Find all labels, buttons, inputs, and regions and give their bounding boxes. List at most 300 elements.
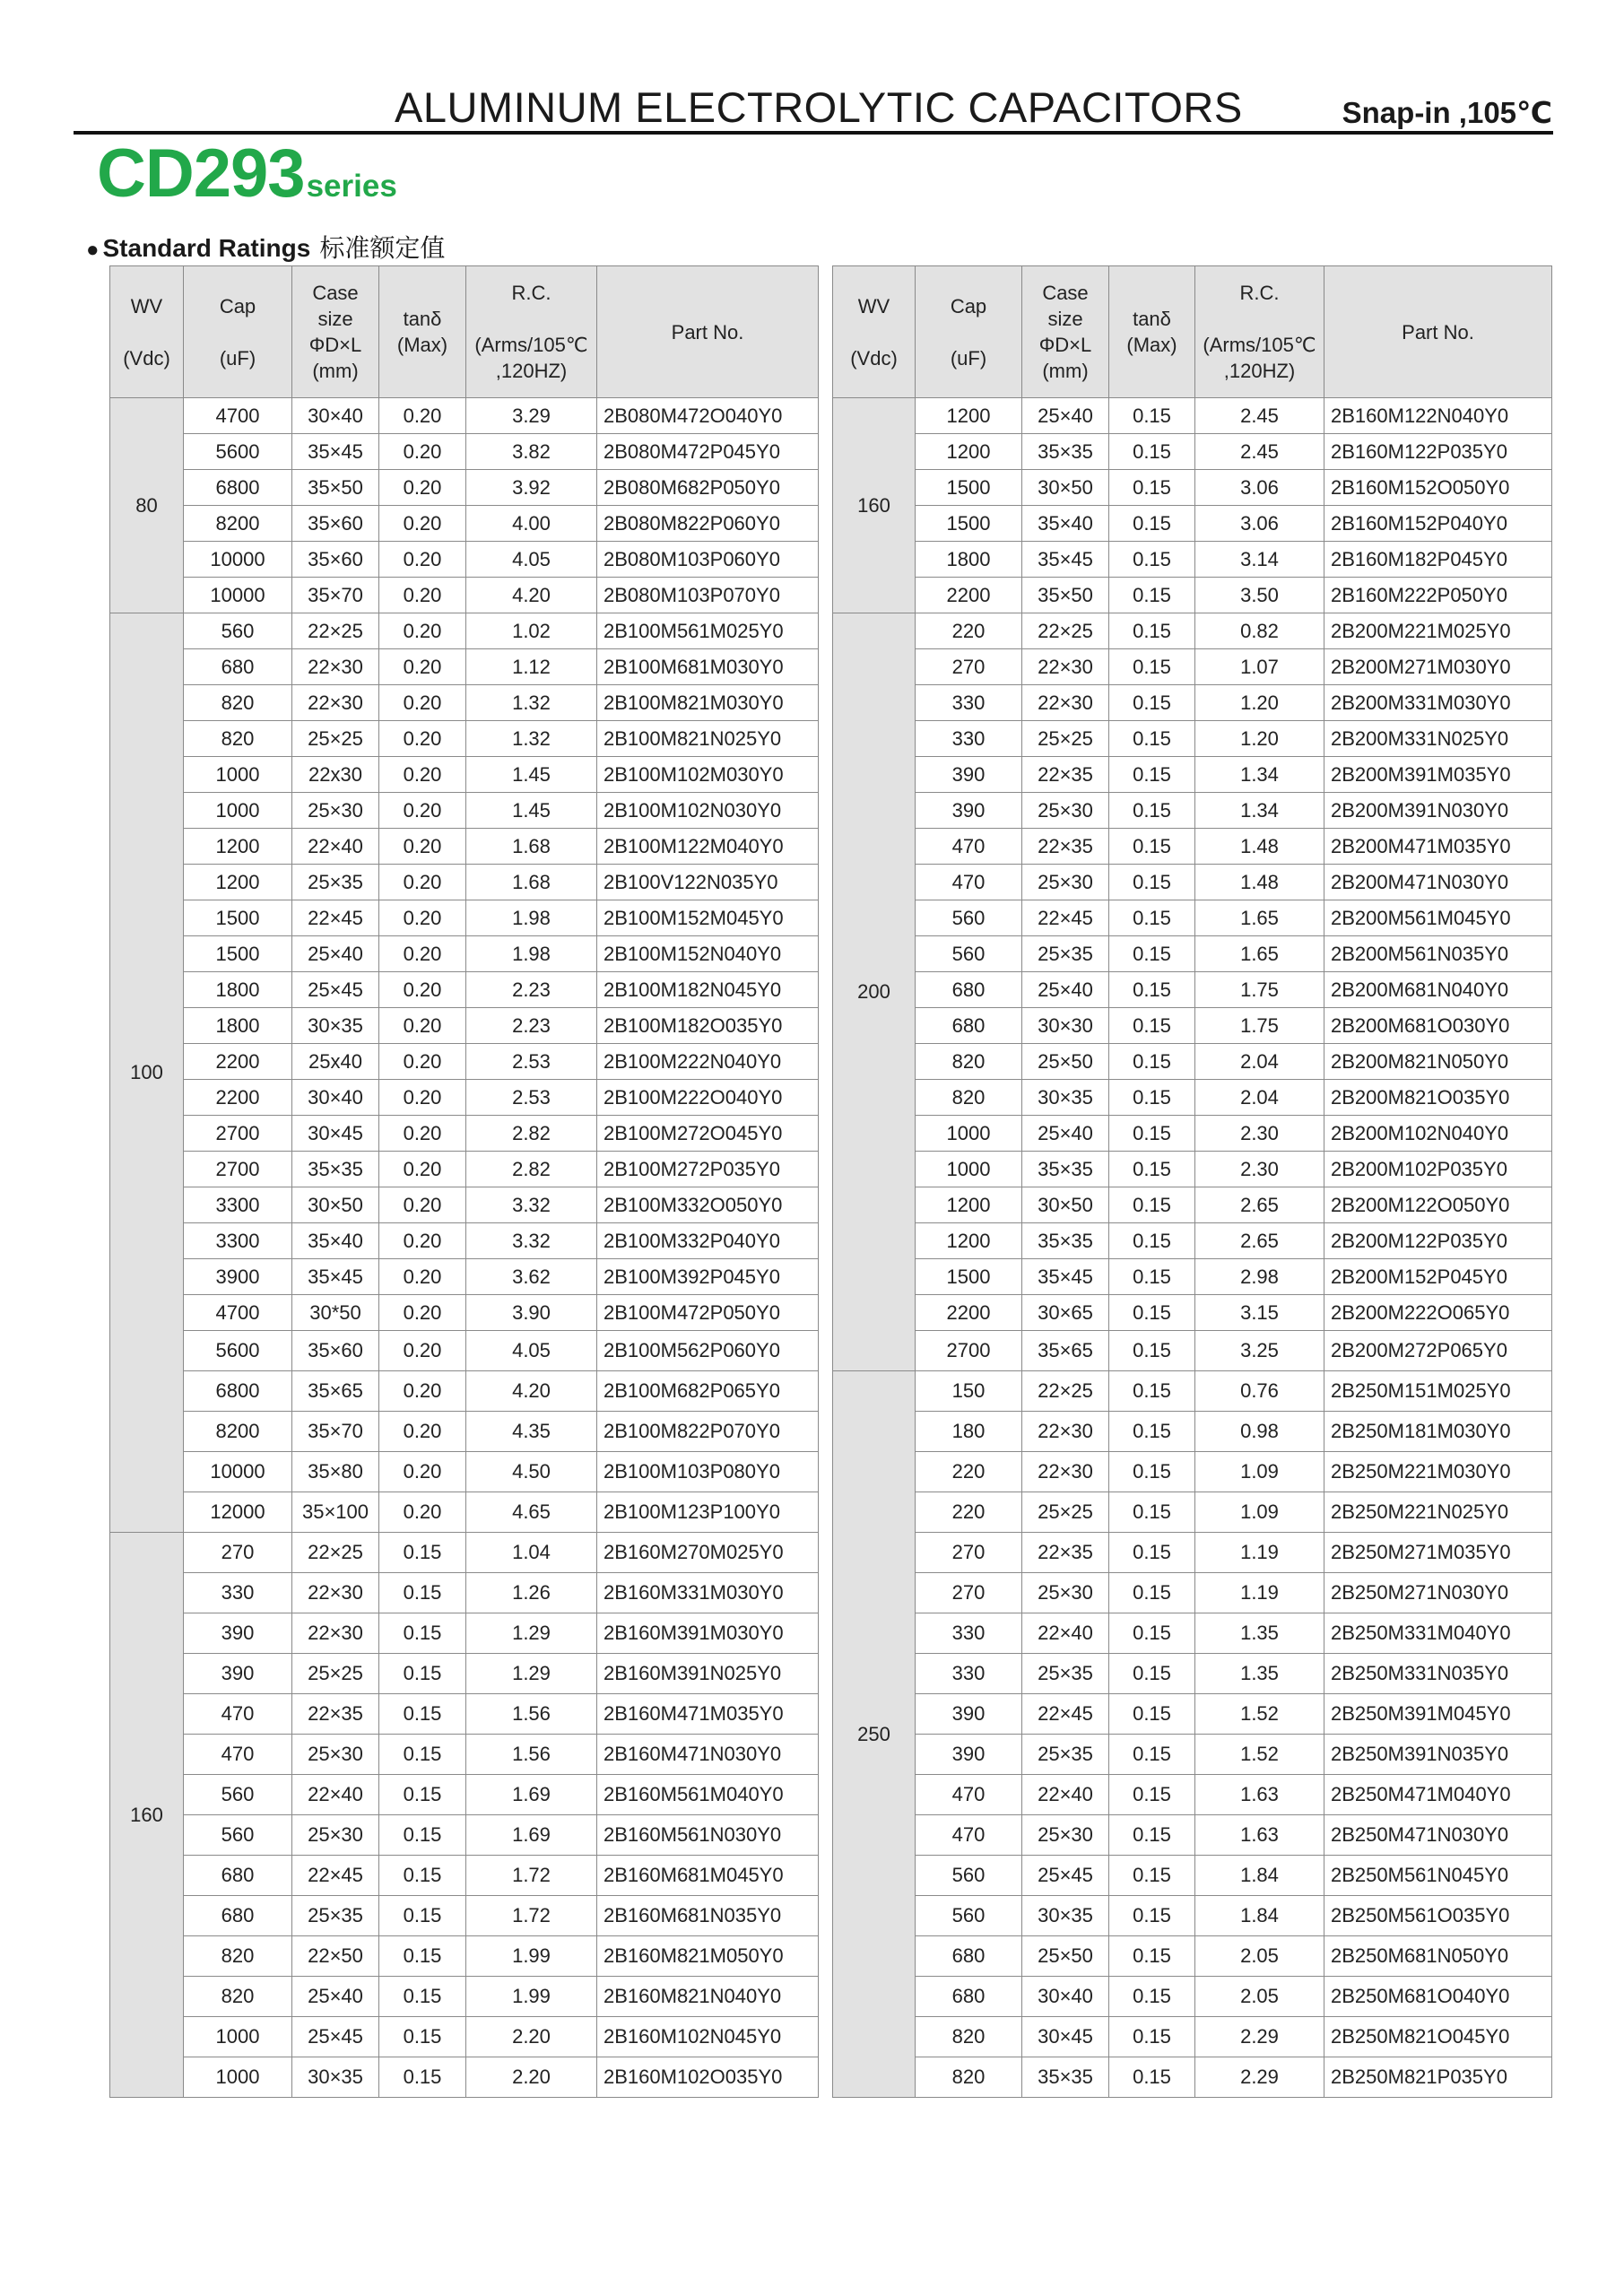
case-size-cell: 25×40 xyxy=(292,936,379,972)
ripple-current-cell: 2.29 xyxy=(1195,2057,1324,2098)
table-row xyxy=(833,1694,1552,1735)
ripple-current-cell: 1.20 xyxy=(1195,685,1324,721)
part-number-cell: 2B200M821N050Y0 xyxy=(1324,1044,1552,1080)
case-size-cell: 22×25 xyxy=(1022,1371,1109,1412)
part-number-cell: 2B160M471M035Y0 xyxy=(597,1694,819,1735)
table-row xyxy=(833,1492,1552,1533)
table-row xyxy=(110,1080,819,1116)
part-number-cell: 2B160M122P035Y0 xyxy=(1324,434,1552,470)
ripple-current-cell: 1.19 xyxy=(1195,1533,1324,1573)
ripple-current-cell: 2.82 xyxy=(466,1116,597,1152)
cap-cell: 680 xyxy=(916,1936,1022,1977)
table-row xyxy=(833,1187,1552,1223)
cap-cell: 1000 xyxy=(184,2017,292,2057)
table-row xyxy=(110,398,819,434)
case-size-cell: 25×30 xyxy=(1022,865,1109,900)
case-size-cell: 35×45 xyxy=(292,1259,379,1295)
ripple-current-cell: 2.53 xyxy=(466,1044,597,1080)
tan-delta-cell: 0.15 xyxy=(379,1533,466,1573)
table-row xyxy=(833,1735,1552,1775)
ripple-current-cell: 1.69 xyxy=(466,1775,597,1815)
part-number-cell: 2B100M152N040Y0 xyxy=(597,936,819,972)
ripple-current-cell: 2.53 xyxy=(466,1080,597,1116)
wv-cell: 160 xyxy=(833,398,916,613)
cap-cell: 680 xyxy=(916,1008,1022,1044)
part-number-cell: 2B080M472P045Y0 xyxy=(597,434,819,470)
cap-cell: 330 xyxy=(916,721,1022,757)
ripple-current-cell: 3.50 xyxy=(1195,578,1324,613)
tan-delta-cell: 0.15 xyxy=(1109,1152,1195,1187)
ripple-current-cell: 1.04 xyxy=(466,1533,597,1573)
table-row xyxy=(833,1295,1552,1331)
tan-delta-cell: 0.20 xyxy=(379,1044,466,1080)
col-case: Case size ΦD×L (mm) xyxy=(292,266,379,398)
tan-delta-cell: 0.15 xyxy=(1109,1735,1195,1775)
case-size-cell: 25×40 xyxy=(1022,972,1109,1008)
ripple-current-cell: 1.99 xyxy=(466,1936,597,1977)
ripple-current-cell: 1.34 xyxy=(1195,757,1324,793)
cap-cell: 3900 xyxy=(184,1259,292,1295)
tan-delta-cell: 0.15 xyxy=(1109,2017,1195,2057)
table-row xyxy=(833,757,1552,793)
ripple-current-cell: 0.98 xyxy=(1195,1412,1324,1452)
table-row xyxy=(110,2057,819,2098)
part-number-cell: 2B250M221N025Y0 xyxy=(1324,1492,1552,1533)
cap-cell: 680 xyxy=(916,972,1022,1008)
cap-cell: 3300 xyxy=(184,1223,292,1259)
table-row xyxy=(833,1856,1552,1896)
tan-delta-cell: 0.20 xyxy=(379,829,466,865)
series-code: CD293 xyxy=(97,135,305,212)
tan-delta-cell: 0.20 xyxy=(379,972,466,1008)
tan-delta-cell: 0.20 xyxy=(379,613,466,649)
part-number-cell: 2B160M561N030Y0 xyxy=(597,1815,819,1856)
part-number-cell: 2B100M272P035Y0 xyxy=(597,1152,819,1187)
cap-cell: 390 xyxy=(916,1735,1022,1775)
ripple-current-cell: 2.29 xyxy=(1195,2017,1324,2057)
ripple-current-cell: 1.63 xyxy=(1195,1775,1324,1815)
ripple-current-cell: 3.62 xyxy=(466,1259,597,1295)
part-number-cell: 2B080M103P070Y0 xyxy=(597,578,819,613)
case-size-cell: 22×30 xyxy=(292,1613,379,1654)
cap-cell: 12000 xyxy=(184,1492,292,1533)
case-size-cell: 35×100 xyxy=(292,1492,379,1533)
tan-delta-cell: 0.20 xyxy=(379,1412,466,1452)
table-row xyxy=(833,1613,1552,1654)
ripple-current-cell: 2.04 xyxy=(1195,1044,1324,1080)
ripple-current-cell: 1.02 xyxy=(466,613,597,649)
table-row xyxy=(110,1259,819,1295)
table-row xyxy=(833,1775,1552,1815)
part-number-cell: 2B100M472P050Y0 xyxy=(597,1295,819,1331)
part-number-cell: 2B100M821N025Y0 xyxy=(597,721,819,757)
case-size-cell: 30×50 xyxy=(1022,470,1109,506)
part-number-cell: 2B160M102O035Y0 xyxy=(597,2057,819,2098)
table-row xyxy=(110,613,819,649)
tan-delta-cell: 0.15 xyxy=(379,1775,466,1815)
table-row xyxy=(833,1452,1552,1492)
ripple-current-cell: 3.14 xyxy=(1195,542,1324,578)
tan-delta-cell: 0.15 xyxy=(1109,1977,1195,2017)
tan-delta-cell: 0.15 xyxy=(1109,506,1195,542)
table-row xyxy=(110,434,819,470)
table-row xyxy=(833,721,1552,757)
cap-cell: 390 xyxy=(184,1654,292,1694)
tan-delta-cell: 0.15 xyxy=(1109,2057,1195,2098)
table-row xyxy=(833,1896,1552,1936)
col-part: Part No. xyxy=(597,266,819,398)
cap-cell: 680 xyxy=(184,1896,292,1936)
cap-cell: 1500 xyxy=(916,1259,1022,1295)
ripple-current-cell: 1.48 xyxy=(1195,865,1324,900)
cap-cell: 680 xyxy=(916,1977,1022,2017)
table-row xyxy=(110,578,819,613)
table-row xyxy=(110,1856,819,1896)
ripple-current-cell: 1.29 xyxy=(466,1613,597,1654)
section-title: Standard Ratings xyxy=(102,234,311,262)
part-number-cell: 2B200M222O065Y0 xyxy=(1324,1295,1552,1331)
table-row xyxy=(110,685,819,721)
part-number-cell: 2B080M472O040Y0 xyxy=(597,398,819,434)
cap-cell: 680 xyxy=(184,649,292,685)
part-number-cell: 2B200M471N030Y0 xyxy=(1324,865,1552,900)
ripple-current-cell: 4.05 xyxy=(466,1331,597,1371)
case-size-cell: 22×45 xyxy=(292,900,379,936)
wv-cell: 80 xyxy=(110,398,184,613)
case-size-cell: 35×50 xyxy=(292,470,379,506)
tan-delta-cell: 0.15 xyxy=(379,1896,466,1936)
part-number-cell: 2B200M391M035Y0 xyxy=(1324,757,1552,793)
part-number-cell: 2B200M221M025Y0 xyxy=(1324,613,1552,649)
cap-cell: 330 xyxy=(916,1613,1022,1654)
case-size-cell: 25×45 xyxy=(1022,1856,1109,1896)
cap-cell: 1200 xyxy=(916,434,1022,470)
tan-delta-cell: 0.15 xyxy=(1109,1187,1195,1223)
table-row xyxy=(110,1152,819,1187)
cap-cell: 1000 xyxy=(916,1152,1022,1187)
case-size-cell: 22×30 xyxy=(1022,1452,1109,1492)
col-cap: Cap (uF) xyxy=(184,266,292,398)
part-number-cell: 2B250M681N050Y0 xyxy=(1324,1936,1552,1977)
tan-delta-cell: 0.15 xyxy=(1109,900,1195,936)
table-row xyxy=(110,1044,819,1080)
table-row xyxy=(833,1412,1552,1452)
cap-cell: 560 xyxy=(184,1775,292,1815)
tan-delta-cell: 0.15 xyxy=(1109,793,1195,829)
cap-cell: 1800 xyxy=(184,1008,292,1044)
cap-cell: 6800 xyxy=(184,1371,292,1412)
cap-cell: 470 xyxy=(916,1815,1022,1856)
case-size-cell: 30×40 xyxy=(292,1080,379,1116)
ripple-current-cell: 4.05 xyxy=(466,542,597,578)
case-size-cell: 35×45 xyxy=(1022,1259,1109,1295)
tan-delta-cell: 0.15 xyxy=(1109,1654,1195,1694)
table-row xyxy=(110,1116,819,1152)
case-size-cell: 30×45 xyxy=(292,1116,379,1152)
part-number-cell: 2B160M471N030Y0 xyxy=(597,1735,819,1775)
cap-cell: 390 xyxy=(916,793,1022,829)
case-size-cell: 22×40 xyxy=(1022,1775,1109,1815)
bullet-icon: ● xyxy=(86,238,100,262)
table-row xyxy=(833,2057,1552,2098)
table-row xyxy=(833,829,1552,865)
part-number-cell: 2B100M182O035Y0 xyxy=(597,1008,819,1044)
wv-cell: 100 xyxy=(110,613,184,1533)
table-row xyxy=(833,578,1552,613)
part-number-cell: 2B100M822P070Y0 xyxy=(597,1412,819,1452)
case-size-cell: 22×25 xyxy=(292,613,379,649)
cap-cell: 1800 xyxy=(916,542,1022,578)
case-size-cell: 30×30 xyxy=(1022,1008,1109,1044)
cap-cell: 1500 xyxy=(916,506,1022,542)
ripple-current-cell: 1.48 xyxy=(1195,829,1324,865)
case-size-cell: 25×25 xyxy=(1022,1492,1109,1533)
case-size-cell: 35×35 xyxy=(1022,1223,1109,1259)
cap-cell: 8200 xyxy=(184,1412,292,1452)
table-header-row xyxy=(110,266,819,398)
table-row xyxy=(833,2017,1552,2057)
table-row xyxy=(110,1533,819,1573)
part-number-cell: 2B100M122M040Y0 xyxy=(597,829,819,865)
part-number-cell: 2B100M681M030Y0 xyxy=(597,649,819,685)
ripple-current-cell: 1.84 xyxy=(1195,1856,1324,1896)
cap-cell: 1500 xyxy=(184,900,292,936)
tan-delta-cell: 0.20 xyxy=(379,865,466,900)
part-number-cell: 2B200M152P045Y0 xyxy=(1324,1259,1552,1295)
table-row xyxy=(110,936,819,972)
cap-cell: 820 xyxy=(184,1936,292,1977)
table-row xyxy=(833,542,1552,578)
cap-cell: 180 xyxy=(916,1412,1022,1452)
cap-cell: 5600 xyxy=(184,1331,292,1371)
cap-cell: 820 xyxy=(184,1977,292,2017)
case-size-cell: 35×35 xyxy=(1022,2057,1109,2098)
case-size-cell: 30×50 xyxy=(292,1187,379,1223)
cap-cell: 820 xyxy=(184,685,292,721)
part-number-cell: 2B250M471N030Y0 xyxy=(1324,1815,1552,1856)
col-rc: R.C. (Arms/105℃ ,120HZ) xyxy=(1195,266,1324,398)
tan-delta-cell: 0.15 xyxy=(1109,1775,1195,1815)
tan-delta-cell: 0.15 xyxy=(1109,1452,1195,1492)
tan-delta-cell: 0.15 xyxy=(1109,1613,1195,1654)
case-size-cell: 35×60 xyxy=(292,1331,379,1371)
cap-cell: 560 xyxy=(184,613,292,649)
case-size-cell: 22×30 xyxy=(292,1573,379,1613)
tan-delta-cell: 0.15 xyxy=(379,1694,466,1735)
tan-delta-cell: 0.15 xyxy=(1109,1412,1195,1452)
ripple-current-cell: 4.20 xyxy=(466,578,597,613)
cap-cell: 680 xyxy=(184,1856,292,1896)
case-size-cell: 22×40 xyxy=(292,1775,379,1815)
ripple-current-cell: 3.82 xyxy=(466,434,597,470)
tan-delta-cell: 0.15 xyxy=(1109,936,1195,972)
cap-cell: 1000 xyxy=(916,1116,1022,1152)
tan-delta-cell: 0.20 xyxy=(379,685,466,721)
cap-cell: 2200 xyxy=(184,1080,292,1116)
part-number-cell: 2B080M682P050Y0 xyxy=(597,470,819,506)
case-size-cell: 30*50 xyxy=(292,1295,379,1331)
table-row xyxy=(110,1223,819,1259)
ripple-current-cell: 2.23 xyxy=(466,972,597,1008)
tan-delta-cell: 0.20 xyxy=(379,1152,466,1187)
cap-cell: 2200 xyxy=(184,1044,292,1080)
part-number-cell: 2B200M331M030Y0 xyxy=(1324,685,1552,721)
part-number-cell: 2B250M391M045Y0 xyxy=(1324,1694,1552,1735)
table-row xyxy=(110,1295,819,1331)
case-size-cell: 35×65 xyxy=(1022,1331,1109,1371)
table-row xyxy=(833,900,1552,936)
cap-cell: 330 xyxy=(916,1654,1022,1694)
wv-cell: 160 xyxy=(110,1533,184,2098)
tan-delta-cell: 0.15 xyxy=(379,1977,466,2017)
case-size-cell: 25x40 xyxy=(292,1044,379,1080)
table-row xyxy=(833,685,1552,721)
case-size-cell: 35×60 xyxy=(292,542,379,578)
cap-cell: 470 xyxy=(916,1775,1022,1815)
ripple-current-cell: 2.30 xyxy=(1195,1152,1324,1187)
table-row xyxy=(833,1815,1552,1856)
table-row xyxy=(833,936,1552,972)
col-cap: Cap (uF) xyxy=(916,266,1022,398)
cap-cell: 220 xyxy=(916,613,1022,649)
case-size-cell: 35×35 xyxy=(292,1152,379,1187)
ripple-current-cell: 3.32 xyxy=(466,1223,597,1259)
tan-delta-cell: 0.15 xyxy=(1109,721,1195,757)
table-row xyxy=(110,1735,819,1775)
table-row xyxy=(833,1008,1552,1044)
table-row xyxy=(110,1977,819,2017)
table-row xyxy=(110,900,819,936)
ripple-current-cell: 1.75 xyxy=(1195,1008,1324,1044)
table-row xyxy=(833,470,1552,506)
tan-delta-cell: 0.15 xyxy=(1109,1295,1195,1331)
wv-cell: 200 xyxy=(833,613,916,1371)
table-row xyxy=(833,1573,1552,1613)
tan-delta-cell: 0.20 xyxy=(379,1492,466,1533)
table-row xyxy=(110,972,819,1008)
table-row xyxy=(833,1259,1552,1295)
cap-cell: 1500 xyxy=(184,936,292,972)
ripple-current-cell: 1.07 xyxy=(1195,649,1324,685)
table-row xyxy=(833,649,1552,685)
part-number-cell: 2B100M222N040Y0 xyxy=(597,1044,819,1080)
ripple-current-cell: 1.56 xyxy=(466,1694,597,1735)
case-size-cell: 35×70 xyxy=(292,1412,379,1452)
case-size-cell: 35×80 xyxy=(292,1452,379,1492)
case-size-cell: 25×30 xyxy=(1022,1573,1109,1613)
table-row xyxy=(110,1815,819,1856)
part-number-cell: 2B160M681M045Y0 xyxy=(597,1856,819,1896)
case-size-cell: 30×35 xyxy=(1022,1080,1109,1116)
ripple-current-cell: 1.52 xyxy=(1195,1735,1324,1775)
part-number-cell: 2B160M681N035Y0 xyxy=(597,1896,819,1936)
table-row xyxy=(833,1044,1552,1080)
ripple-current-cell: 1.35 xyxy=(1195,1654,1324,1694)
tan-delta-cell: 0.15 xyxy=(1109,757,1195,793)
cap-cell: 470 xyxy=(184,1694,292,1735)
part-number-cell: 2B250M561N045Y0 xyxy=(1324,1856,1552,1896)
table-row xyxy=(110,1412,819,1452)
cap-cell: 560 xyxy=(916,936,1022,972)
ripple-current-cell: 1.26 xyxy=(466,1573,597,1613)
ripple-current-cell: 3.90 xyxy=(466,1295,597,1331)
tan-delta-cell: 0.20 xyxy=(379,398,466,434)
part-number-cell: 2B100M332O050Y0 xyxy=(597,1187,819,1223)
part-number-cell: 2B100M392P045Y0 xyxy=(597,1259,819,1295)
tan-delta-cell: 0.15 xyxy=(1109,1371,1195,1412)
tan-delta-cell: 0.20 xyxy=(379,1295,466,1331)
ripple-current-cell: 0.82 xyxy=(1195,613,1324,649)
case-size-cell: 25×45 xyxy=(292,972,379,1008)
ripple-current-cell: 1.98 xyxy=(466,900,597,936)
case-size-cell: 22×45 xyxy=(1022,1694,1109,1735)
case-size-cell: 22×30 xyxy=(1022,649,1109,685)
case-size-cell: 25×25 xyxy=(292,1654,379,1694)
case-size-cell: 25×35 xyxy=(1022,1654,1109,1694)
cap-cell: 820 xyxy=(916,2057,1022,2098)
case-size-cell: 25×30 xyxy=(1022,793,1109,829)
ripple-current-cell: 1.32 xyxy=(466,721,597,757)
tan-delta-cell: 0.15 xyxy=(379,2057,466,2098)
table-row xyxy=(833,1977,1552,2017)
tan-delta-cell: 0.20 xyxy=(379,1452,466,1492)
cap-cell: 470 xyxy=(916,829,1022,865)
part-number-cell: 2B200M821O035Y0 xyxy=(1324,1080,1552,1116)
case-size-cell: 30×35 xyxy=(292,2057,379,2098)
case-size-cell: 30×45 xyxy=(1022,2017,1109,2057)
ripple-current-cell: 1.99 xyxy=(466,1977,597,2017)
cap-cell: 270 xyxy=(916,1533,1022,1573)
part-number-cell: 2B100M332P040Y0 xyxy=(597,1223,819,1259)
case-size-cell: 22×45 xyxy=(1022,900,1109,936)
tan-delta-cell: 0.15 xyxy=(379,1815,466,1856)
cap-cell: 560 xyxy=(916,1856,1022,1896)
cap-cell: 560 xyxy=(916,1896,1022,1936)
col-wv: WV (Vdc) xyxy=(110,266,184,398)
table-row xyxy=(833,1152,1552,1187)
cap-cell: 470 xyxy=(184,1735,292,1775)
case-size-cell: 22×40 xyxy=(1022,1613,1109,1654)
cap-cell: 10000 xyxy=(184,542,292,578)
case-size-cell: 22x30 xyxy=(292,757,379,793)
case-size-cell: 25×35 xyxy=(1022,936,1109,972)
case-size-cell: 35×40 xyxy=(1022,506,1109,542)
part-number-cell: 2B080M822P060Y0 xyxy=(597,506,819,542)
tan-delta-cell: 0.15 xyxy=(1109,1573,1195,1613)
cap-cell: 1200 xyxy=(184,829,292,865)
tan-delta-cell: 0.20 xyxy=(379,578,466,613)
case-size-cell: 30×50 xyxy=(1022,1187,1109,1223)
part-number-cell: 2B100M182N045Y0 xyxy=(597,972,819,1008)
table-row xyxy=(110,1694,819,1735)
cap-cell: 6800 xyxy=(184,470,292,506)
table-row xyxy=(110,1492,819,1533)
cap-cell: 10000 xyxy=(184,578,292,613)
case-size-cell: 22×25 xyxy=(1022,613,1109,649)
part-number-cell: 2B100M152M045Y0 xyxy=(597,900,819,936)
cap-cell: 2200 xyxy=(916,1295,1022,1331)
ripple-current-cell: 2.20 xyxy=(466,2057,597,2098)
tan-delta-cell: 0.15 xyxy=(379,2017,466,2057)
table-row xyxy=(110,865,819,900)
table-row xyxy=(833,865,1552,900)
ripple-current-cell: 1.65 xyxy=(1195,900,1324,936)
case-size-cell: 25×50 xyxy=(1022,1936,1109,1977)
tan-delta-cell: 0.15 xyxy=(379,1936,466,1977)
case-size-cell: 22×45 xyxy=(292,1856,379,1896)
table-row xyxy=(110,1896,819,1936)
table-row xyxy=(110,721,819,757)
